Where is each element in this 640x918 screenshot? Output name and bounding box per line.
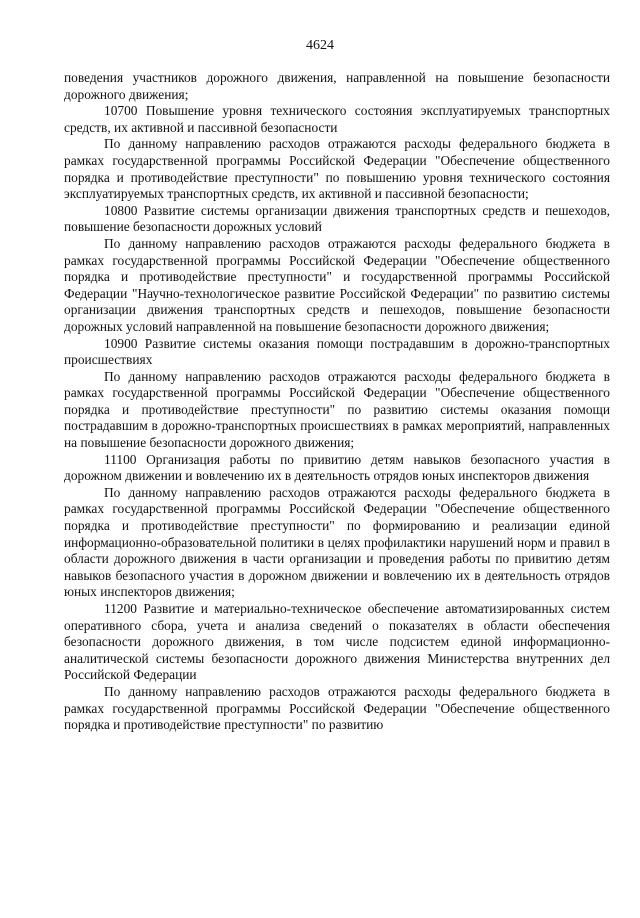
paragraph: По данному направлению расходов отражаются расходы федерального бюджета в рамках государственной программы Российской Федерации "Обеспечение общественного порядка и противодействие преступности" по развитию системы оказания помощи пострадавшим в дорожно-транспортных происшествиях в рамках мероприятий, направленных на повышение безопасности дорожного движения;	[64, 368, 610, 451]
section-heading: 11100 Организация работы по привитию детям навыков безопасного участия в дорожном движении и вовлечению их в деятельность отрядов юных инспекторов движения	[64, 451, 610, 484]
paragraph: По данному направлению расходов отражаются расходы федерального бюджета в рамках государственной программы Российской Федерации "Обеспечение общественного порядка и противодействие преступности" и государственной программы Российской Федерации "Научно-технологическое развитие Российской Федерации" по развитию системы организации движения транспортных средств и пешеходов, повышение безопасности дорожных условий направленной на повышение безопасности дорожного движения;	[64, 235, 610, 334]
page-number: 4624	[306, 38, 334, 53]
section-heading: 11200 Развитие и материально-техническое обеспечение автоматизированных систем оперативного сбора, учета и анализа сведений о показателях в области обеспечения безопасности дорожного движения, в том числе подсистем единой информационно-аналитической системы безопасности дорожного движения Министерства внутренних дел Российской Федерации	[64, 601, 610, 683]
document-body	[64, 70, 610, 734]
paragraph: поведения участников дорожного движения, направленной на повышение безопасности дорожного движения;	[64, 70, 610, 102]
section-heading: 10800 Развитие системы организации движения транспортных средств и пешеходов, повышение безопасности дорожных условий	[64, 202, 610, 235]
paragraph: По данному направлению расходов отражаются расходы федерального бюджета в рамках государственной программы Российской Федерации "Обеспечение общественного порядка и противодействие преступности" по формированию и реализации единой информационно-образовательной политики в целях профилактики нарушений норм и правил в области дорожного движения в части организации и проведения работы по привитию детям навыков безопасного участия в дорожном движении и вовлечению их в деятельность отрядов юных инспекторов движения;	[64, 484, 610, 600]
section-heading: 10900 Развитие системы оказания помощи пострадавшим в дорожно-транспортных происшествиях	[64, 335, 610, 368]
section-heading: 10700 Повышение уровня технического состояния эксплуатируемых транспортных средств, их активной и пассивной безопасности	[64, 103, 610, 135]
paragraph: По данному направлению расходов отражаются расходы федерального бюджета в рамках государственной программы Российской Федерации "Обеспечение общественного порядка и противодействие преступности" по повышению уровня технического состояния эксплуатируемых транспортных средств, их активной и пассивной безопасности;	[64, 136, 610, 202]
paragraph: По данному направлению расходов отражаются расходы федерального бюджета в рамках государственной программы Российской Федерации "Обеспечение общественного порядка и противодействие преступности" по развитию	[64, 683, 610, 733]
